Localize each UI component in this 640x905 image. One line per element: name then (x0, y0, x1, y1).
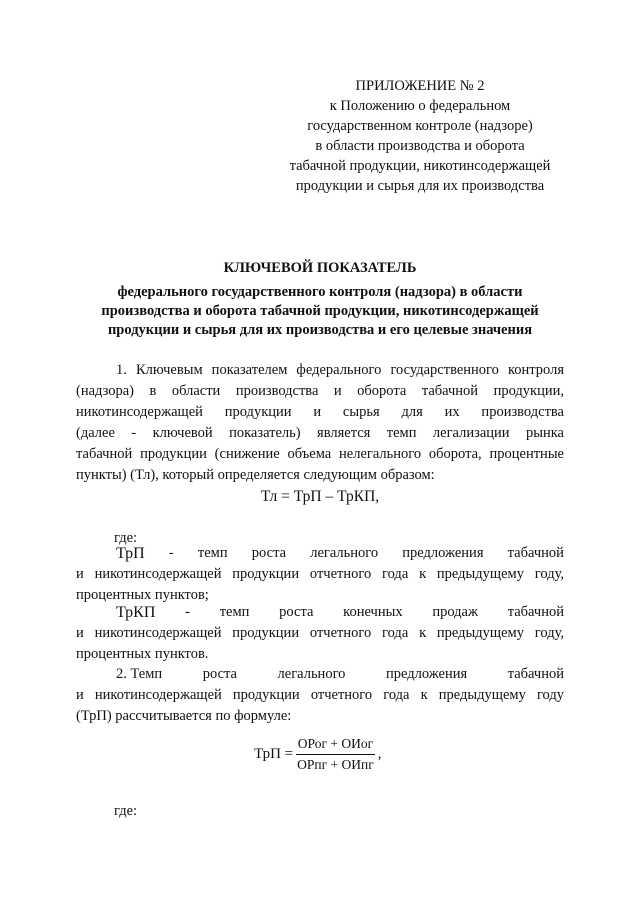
paragraph-line: процентных пунктов. (76, 646, 209, 662)
definition-word: конечных (343, 604, 403, 620)
subtitle-line: производства и оборота табачной продукции, никотинсодержащей (101, 303, 539, 319)
formula-denominator: ОРпг + ОИпг (297, 757, 374, 772)
appendix-line: в области производства и оборота (315, 138, 525, 154)
definition-word: табачной (507, 545, 564, 561)
symbol-trkp: ТрКП (116, 604, 156, 621)
paragraph-2 (76, 664, 564, 727)
paragraph-line: (ТрП) рассчитывается по формуле: (76, 708, 292, 724)
paragraph-head (76, 664, 564, 685)
paragraph-line: и никотинсодержащей продукции отчетного года к предыдущему году, (76, 625, 564, 641)
document-title: КЛЮЧЕВОЙ ПОКАЗАТЕЛЬ (223, 260, 417, 276)
formula-fraction (295, 736, 376, 773)
subtitle-line: продукции и сырья для их производства и его целевые значения (107, 322, 533, 338)
paragraph-line: процентных пунктов; (76, 587, 209, 603)
definition-word: легального (310, 545, 379, 561)
paragraph-word: табачной (507, 666, 564, 682)
definition-word: темп (219, 604, 250, 620)
definition-word: - (168, 545, 174, 561)
paragraph-line: никотинсодержащей продукции и сырья для их производства (76, 404, 564, 420)
definition-trkp (76, 602, 564, 665)
appendix-header (270, 76, 570, 196)
definition-head (76, 543, 564, 564)
definition-word: табачной (507, 604, 564, 620)
paragraph-line: и никотинсодержащей продукции отчетного года к предыдущему году, (76, 566, 564, 582)
paragraph-line: (надзора) в области производства и оборота табачной продукции, (76, 383, 564, 399)
formula-tl: Тл = ТрП – ТрКП, (260, 488, 380, 505)
formula-numerator: ОРог + ОИог (296, 736, 375, 755)
paragraph-word: роста (202, 666, 237, 682)
formula-trp (254, 736, 382, 773)
definition-word: - (185, 604, 190, 620)
paragraph-line: и никотинсодержащей продукции отчетного года к предыдущему году (76, 687, 564, 703)
where-label: где: (114, 530, 138, 546)
appendix-line: ПРИЛОЖЕНИЕ № 2 (355, 78, 485, 94)
definition-word: продаж (432, 604, 478, 620)
appendix-line: государственном контроле (надзоре) (307, 118, 533, 134)
definition-word: темп (197, 545, 228, 561)
definition-word: роста (279, 604, 314, 620)
appendix-line: к Положению о федеральном (329, 98, 511, 114)
paragraph-line: табачной продукции (снижение объема нелегального оборота, процентные (76, 446, 564, 462)
formula-lhs: ТрП = (254, 746, 294, 762)
symbol-trp: ТрП (116, 545, 145, 562)
definition-word: роста (251, 545, 287, 561)
formula-tail: , (377, 746, 382, 762)
paragraph-line: пункты) (Тл), который определяется следующим образом: (76, 467, 435, 483)
where-label: где: (114, 803, 138, 819)
paragraph-word: 2. Темп (116, 666, 163, 682)
paragraph-line: (далее - ключевой показатель) является темп легализации рынка (76, 425, 564, 441)
definition-word: предложения (402, 545, 484, 561)
paragraph-word: предложения (385, 666, 468, 682)
definition-trp (76, 543, 564, 606)
appendix-line: продукции и сырья для их производства (295, 178, 545, 194)
appendix-line: табачной продукции, никотинсодержащей (289, 158, 551, 174)
subtitle-line: федерального государственного контроля (надзора) в области (117, 284, 523, 300)
paragraph-word: легального (277, 666, 346, 682)
definition-head (76, 602, 564, 623)
paragraph-1 (76, 360, 564, 486)
paragraph-line: 1. Ключевым показателем федерального государственного контроля (116, 362, 564, 378)
document-subtitle (70, 283, 570, 340)
